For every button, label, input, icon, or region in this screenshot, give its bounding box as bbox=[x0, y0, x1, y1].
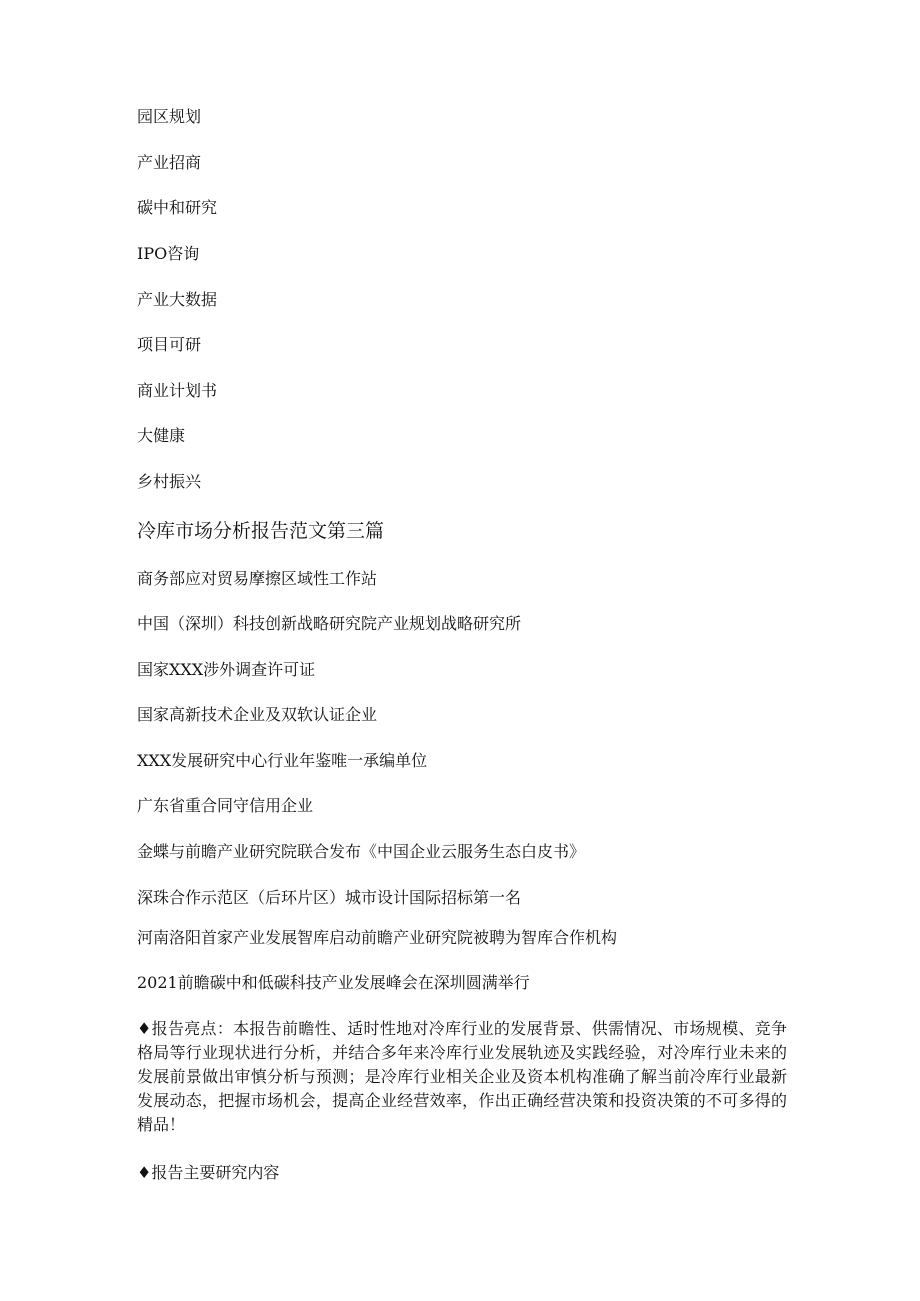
menu-item-feasibility-study: 项目可研 bbox=[137, 335, 202, 354]
menu-item-ipo-consulting: IPO咨询 bbox=[137, 244, 200, 263]
menu-item-rural-revitalization: 乡村振兴 bbox=[137, 472, 202, 491]
menu-item-business-plan: 商业计划书 bbox=[137, 381, 218, 400]
credential-item: 国家XXX涉外调查许可证 bbox=[137, 660, 316, 679]
main-content-label: ♦报告主要研究内容 bbox=[137, 1163, 280, 1182]
credential-item: 2021前瞻碳中和低碳科技产业发展峰会在深圳圆满举行 bbox=[137, 973, 530, 992]
credential-item: 中国（深圳）科技创新战略研究院产业规划战略研究所 bbox=[137, 614, 522, 633]
report-highlights: ♦报告亮点：本报告前瞻性、适时性地对冷库行业的发展背景、供需情况、市场规模、竞争格局等行业现状进行分析，并结合多年来冷库行业发展轨迹及实践经验，对冷库行业未来的发展前景做出审慎分析与预测；是冷库行业相关企业及资本机构准确了解当前冷库行业最新发展动态，把握市场机会，提高企业经营效率，作出正确经营决策和投资决策的不可多得的精品！ bbox=[137, 1019, 787, 1134]
menu-item-big-health: 大健康 bbox=[137, 426, 186, 445]
credential-item: 深珠合作示范区（后环片区）城市设计国际招标第一名 bbox=[137, 888, 522, 907]
menu-item-carbon-research: 碳中和研究 bbox=[137, 198, 218, 217]
credential-item: 金蝶与前瞻产业研究院联合发布《中国企业云服务生态白皮书》 bbox=[137, 842, 586, 861]
credential-item: 商务部应对贸易摩擦区域性工作站 bbox=[137, 569, 378, 588]
section-title: 冷库市场分析报告范文第三篇 bbox=[137, 520, 385, 542]
menu-item-park-planning: 园区规划 bbox=[137, 107, 202, 126]
menu-item-industry-big-data: 产业大数据 bbox=[137, 290, 218, 309]
credential-item: 广东省重合同守信用企业 bbox=[137, 796, 314, 815]
credential-item: XXX发展研究中心行业年鉴唯一承编单位 bbox=[137, 751, 428, 770]
credential-item: 河南洛阳首家产业发展智库启动前瞻产业研究院被聘为智库合作机构 bbox=[137, 928, 618, 947]
menu-item-investment-promotion: 产业招商 bbox=[137, 153, 202, 172]
credential-item: 国家高新技术企业及双软认证企业 bbox=[137, 705, 378, 724]
